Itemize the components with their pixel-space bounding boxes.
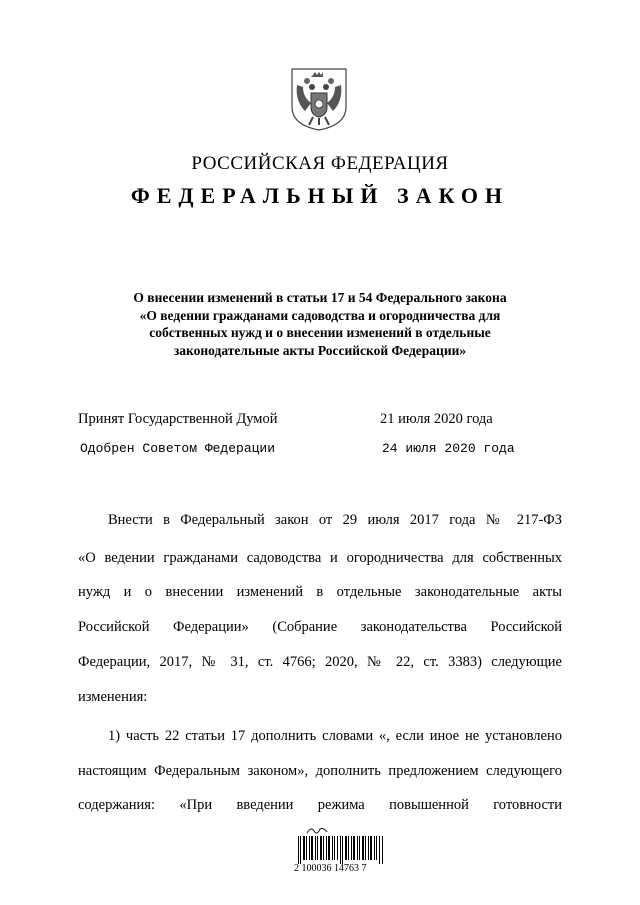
body-line: изменения: — [78, 689, 148, 705]
adopted-date: 21 июля 2020 года — [380, 411, 493, 427]
country-name: РОССИЙСКАЯ ФЕДЕРАЦИЯ — [191, 153, 449, 174]
law-title — [90, 289, 550, 359]
law-title-line: собственных нужд и о внесении изменений в отдельные — [149, 325, 491, 340]
adopted-label: Принят Государственной Думой — [78, 411, 278, 427]
body-line: нужд и о внесении изменений в отдельные законодательные акты — [78, 584, 562, 600]
body-line: Российской Федерации» (Собрание законодательства Российской — [78, 619, 562, 635]
barcode-icon — [298, 836, 384, 864]
body-line: «О ведении гражданами садоводства и огородничества для собственных — [78, 550, 562, 566]
body-line: 1) часть 22 статьи 17 дополнить словами «, если иное не установлено — [108, 728, 562, 744]
signature-mark-icon — [306, 825, 328, 835]
barcode-number: 2 100036 14763 7 — [294, 863, 367, 874]
law-title-line: «О ведении гражданами садоводства и огородничества для — [139, 307, 501, 323]
coat-of-arms-icon — [289, 67, 349, 132]
body-line: настоящим Федеральным законом», дополнить предложением следующего — [78, 763, 562, 779]
document-type: ФЕДЕРАЛЬНЫЙ ЗАКОН — [130, 183, 510, 208]
approved-label: Одобрен Советом Федерации — [80, 441, 276, 456]
body-line: содержания: «При введении режима повышенной готовности — [78, 797, 562, 813]
law-title-line: законодательные акты Российской Федерации» — [173, 342, 467, 358]
body-line: Внести в Федеральный закон от 29 июля 2017 года № 217-ФЗ — [108, 512, 562, 528]
law-title-line: О внесении изменений в статьи 17 и 54 Федерального закона — [133, 290, 507, 305]
approved-date: 24 июля 2020 года — [382, 441, 515, 456]
body-line: Федерации, 2017, № 31, ст. 4766; 2020, № 22, ст. 3383) следующие — [78, 654, 562, 670]
